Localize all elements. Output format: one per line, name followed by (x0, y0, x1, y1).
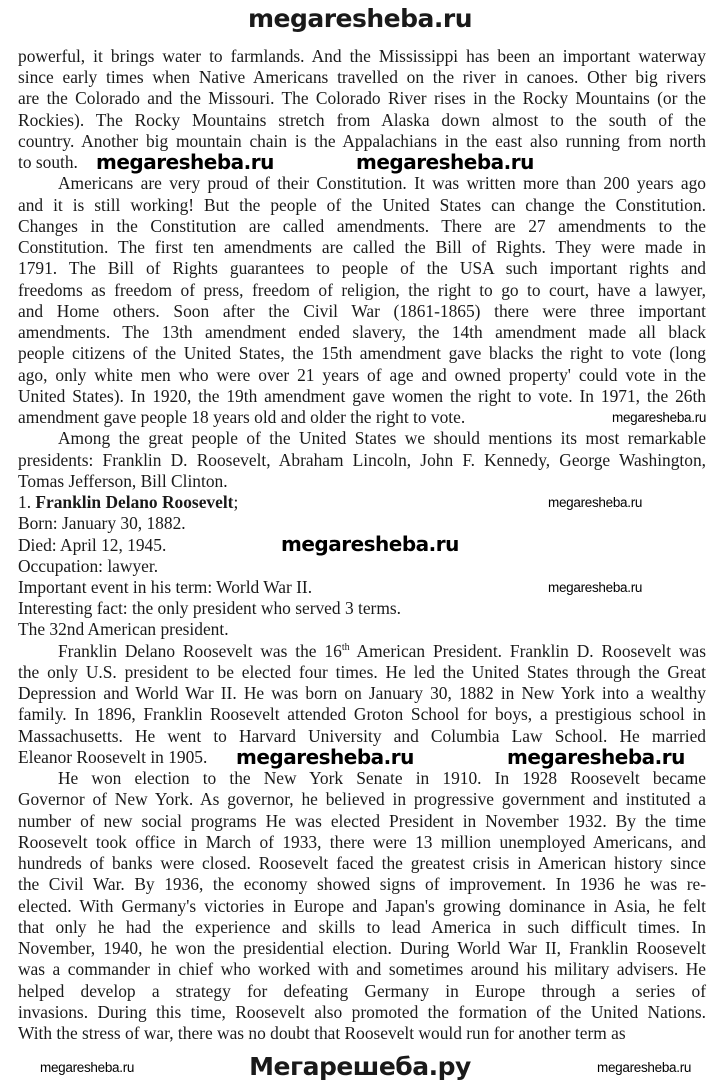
watermark: megaresheba.ru (548, 495, 643, 510)
text-line: are the Colorado and the Missouri. The Colorado River rises in the Rocky Mountains (or the (18, 88, 706, 109)
text-line (18, 492, 238, 513)
text-line: country. Another big mountain chain is the Appalachians in the east also running from north (18, 130, 706, 151)
watermark: megaresheba.ru (356, 150, 534, 174)
text-line: Roosevelt took office in March of 1933, there were 13 million unemployed Americans, and (18, 831, 706, 852)
watermark: megaresheba.ru (96, 150, 274, 174)
text-line: people citizens of the United States, the 15th amendment gave blacks the right to vote (long (18, 343, 706, 364)
text-line: Massachusetts. He went to Harvard University and Columbia Law School. He married (18, 725, 706, 746)
bold-heading: Franklin Delano Roosevelt (35, 492, 234, 513)
watermark: megaresheba.ru (507, 745, 685, 769)
text-line: to south. (18, 152, 78, 173)
superscript: th (341, 641, 350, 653)
text-line: Eleanor Roosevelt in 1905. (18, 746, 208, 767)
text-line: since early times when Native Americans travelled on the river in canoes. Other big rivers (18, 67, 706, 88)
text-line: elected. With Germany's victories in Europe and Japan's growing dominance in Asia, he felt (18, 895, 706, 916)
text-line: was a commander in chief who worked with and sometimes around his military advisers. He (18, 959, 706, 980)
text-segment: ; (233, 492, 239, 513)
text-line: and Home others. Soon after the Civil War (1861-1865) there were three important (18, 300, 706, 321)
text-line: He won election to the New York Senate in 1910. In 1928 Roosevelt became (58, 768, 706, 789)
text-line: Governor of New York. As governor, he believed in progressive government and instituted a (18, 789, 706, 810)
text-line: amendment gave people 18 years old and older the right to vote. (18, 407, 466, 428)
text-segment: 1. (18, 492, 36, 513)
watermark: megaresheba.ru (40, 1060, 135, 1075)
text-line: freedoms as freedom of press, freedom of religion, the right to go to court, have a lawyer, (18, 279, 706, 300)
text-segment: Franklin Delano Roosevelt was the 16 (58, 640, 342, 661)
text-line: presidents: Franklin D. Roosevelt, Abraham Lincoln, John F. Kennedy, George Washington, (18, 449, 706, 470)
text-line: ago, only white men who were over 21 years of age and owned property' could vote in the (18, 364, 706, 385)
text-line: Americans are very proud of their Constitution. It was written more than 200 years ago (58, 173, 706, 194)
text-line: Depression and World War II. He was born on January 30, 1882 in New York into a wealthy (18, 683, 706, 704)
watermark: megaresheba.ru (281, 532, 459, 556)
text-segment: American President. Franklin D. Roosevelt was (349, 640, 707, 661)
text-line: powerful, it brings water to farmlands. And the Mississippi has been an important waterway (18, 46, 706, 66)
watermark: megaresheba.ru (236, 745, 414, 769)
text-line: The 32nd American president. (18, 619, 229, 640)
text-line: invasions. During this time, Roosevelt also promoted the formation of the United Nations. (18, 1001, 706, 1022)
text-line: helped develop a strategy for defeating Germany in Europe through a series of (18, 980, 706, 1001)
text-line: amendments. The 13th amendment ended slavery, the 14th amendment made all black (18, 322, 706, 343)
text-line: that only he had the experience and skills to lead America in such difficult times. In (18, 916, 706, 937)
text-line: Among the great people of the United States we should mentions its most remarkable (58, 428, 706, 449)
text-line: Tomas Jefferson, Bill Clinton. (18, 470, 228, 491)
text-line: number of new social programs He was elected President in November 1932. By the time (18, 810, 706, 831)
text-line: and it is still working! But the people of the United States can change the Constitution. (18, 194, 706, 215)
text-line: Constitution. The first ten amendments are called the Bill of Rights. They were made in (18, 237, 706, 258)
text-line: With the stress of war, there was no doubt that Roosevelt would run for another term as (18, 1023, 626, 1044)
text-line: Changes in the Constitution are called amendments. There are 27 amendments to the (18, 215, 706, 236)
text-line: Born: January 30, 1882. (18, 513, 186, 534)
text-line: United States). In 1920, the 19th amendment gave women the right to vote. In 1971, the 26th (18, 385, 706, 406)
watermark: megaresheba.ru (548, 580, 643, 595)
text-line: Interesting fact: the only president who served 3 terms. (18, 598, 401, 619)
text-line: family. In 1896, Franklin Roosevelt attended Groton School for boys, a prestigious school in (18, 704, 706, 725)
text-line: November, 1940, he won the presidential election. During World War II, Franklin Roosevelt (18, 938, 706, 959)
site-header-watermark: megaresheba.ru (247, 4, 473, 33)
text-line: Died: April 12, 1945. (18, 534, 167, 555)
site-footer-watermark: Мегарешеба.ру (249, 1052, 471, 1081)
text-line: 1791. The Bill of Rights guarantees to people of the USA such important rights and (18, 258, 706, 279)
watermark: megaresheba.ru (597, 1060, 692, 1075)
text-line (58, 641, 706, 662)
text-line: Important event in his term: World War II. (18, 577, 313, 597)
text-line: Rockies). The Rocky Mountains stretch from Alaska down almost to the south of the (18, 109, 706, 130)
text-line: hundreds of banks were closed. Roosevelt faced the greatest crisis in American history since (18, 853, 706, 874)
watermark: megaresheba.ru (612, 410, 707, 425)
text-line: the Civil War. By 1936, the economy showed signs of improvement. In 1936 he was re- (18, 874, 706, 895)
text-line: Occupation: lawyer. (18, 555, 159, 576)
text-line: the only U.S. president to be elected four times. He led the United States through the Great (18, 661, 706, 682)
